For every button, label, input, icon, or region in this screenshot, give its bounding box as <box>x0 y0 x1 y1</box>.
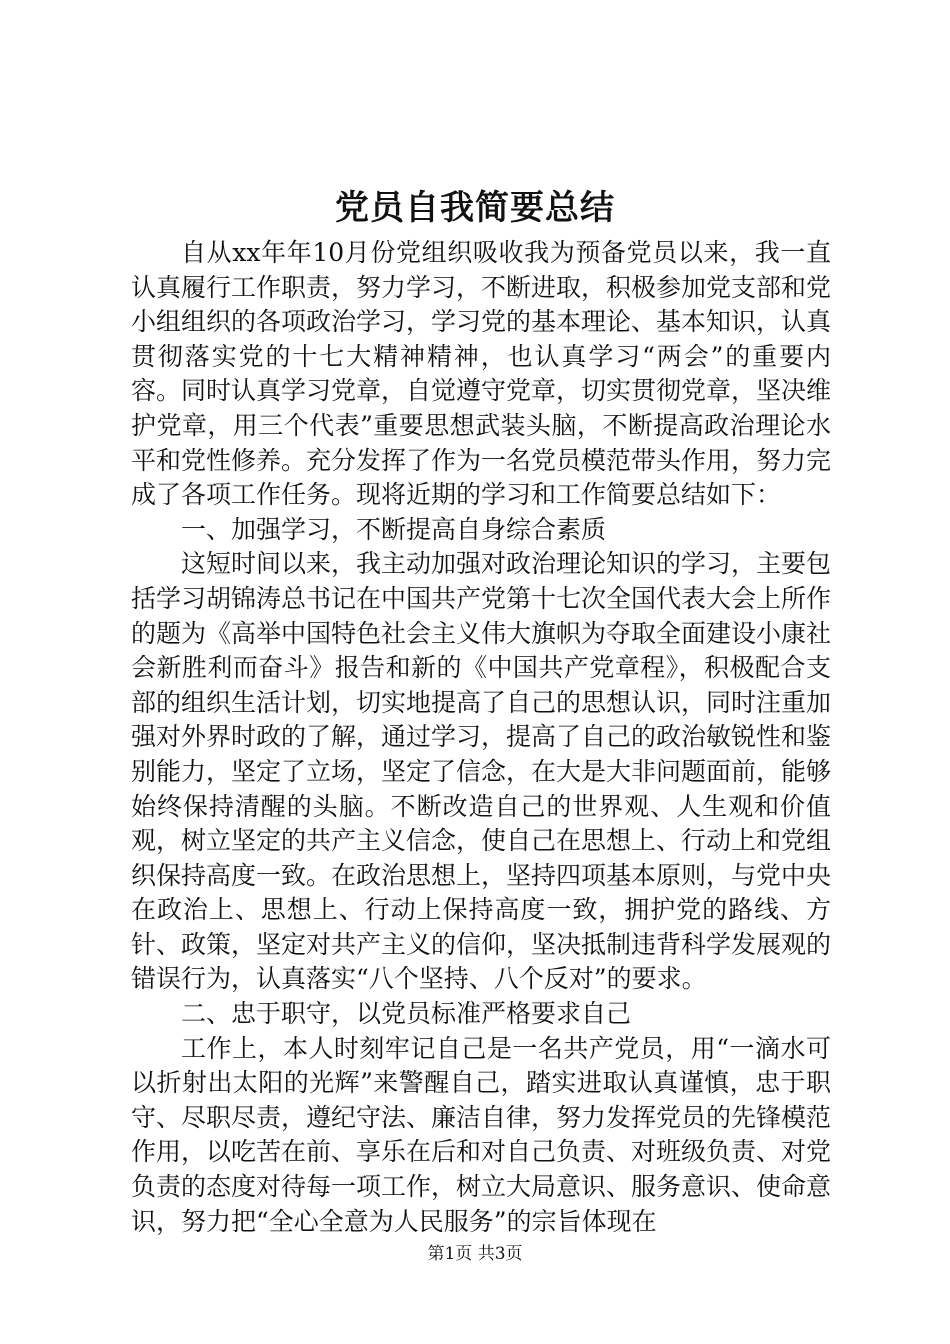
section-heading-2: 二、忠于职守，以党员标准严格要求自己 <box>181 999 632 1029</box>
paragraph-section-1: 这短时间以来，我主动加强对政治理论知识的学习，主要包括学习胡锦涛总书记在中国共产党第十七次全国代表大会上所作的题为《高举中国特色社会主义伟大旗帜为夺取全面建设小康社会新胜利而奋斗》报告和新的《中国共产党章程》，积极配合支部的组织生活计划，切实地提高了自己的思想认识，同时注重加强对外界时政的了解，通过学习，提高了自己的政治敏锐性和鉴别能力，坚定了立场，坚定了信念，在大是大非问题面前，能够始终保持清醒的头脑。不断改造自己的世界观、人生观和价值观，树立坚定的共产主义信念，使自己在思想上、行动上和党组织保持高度一致。在政治思想上，坚持四项基本原则，与党中央在政治上、思想上、行动上保持高度一致，拥护党的路线、方针、政策，坚定对共产主义的信仰，坚决抵制违背科学发展观的错误行为，认真落实“八个坚持、八个反对”的要求。 <box>131 549 832 994</box>
page-number-footer: 第1页 共3页 <box>427 1244 523 1264</box>
paragraph-section-2: 工作上，本人时刻牢记自己是一名共产党员，用“一滴水可以折射出太阳的光辉”来警醒自己，踏实进取认真谨慎，忠于职守、尽职尽责，遵纪守法、廉洁自律，努力发挥党员的先锋模范作用，以吃苦在前、享乐在后和对自己负责、对班级负责、对党负责的态度对待每一项工作，树立大局意识、服务意识、使命意识，努力把“全心全意为人民服务”的宗旨体现在 <box>131 1033 832 1236</box>
section-heading-1: 一、加强学习，不断提高自身综合素质 <box>181 514 607 544</box>
paragraph-intro: 自从xx年年10月份党组织吸收我为预备党员以来，我一直认真履行工作职责，努力学习，不断进取，积极参加党支部和党小组组织的各项政治学习，学习党的基本理论、基本知识，认真贯彻落实党的十七大精神精神，也认真学习“两会”的重要内容。同时认真学习党章，自觉遵守党章，切实贯彻党章，坚决维护党章，用三个代表”重要思想武装头脑，不断提高政治理论水平和党性修养。充分发挥了作为一名党员模范带头作用，努力完成了各项工作任务。现将近期的学习和工作简要总结如下： <box>131 238 832 510</box>
document-body <box>131 236 831 1239</box>
document-title: 党员自我简要总结 <box>335 188 615 228</box>
